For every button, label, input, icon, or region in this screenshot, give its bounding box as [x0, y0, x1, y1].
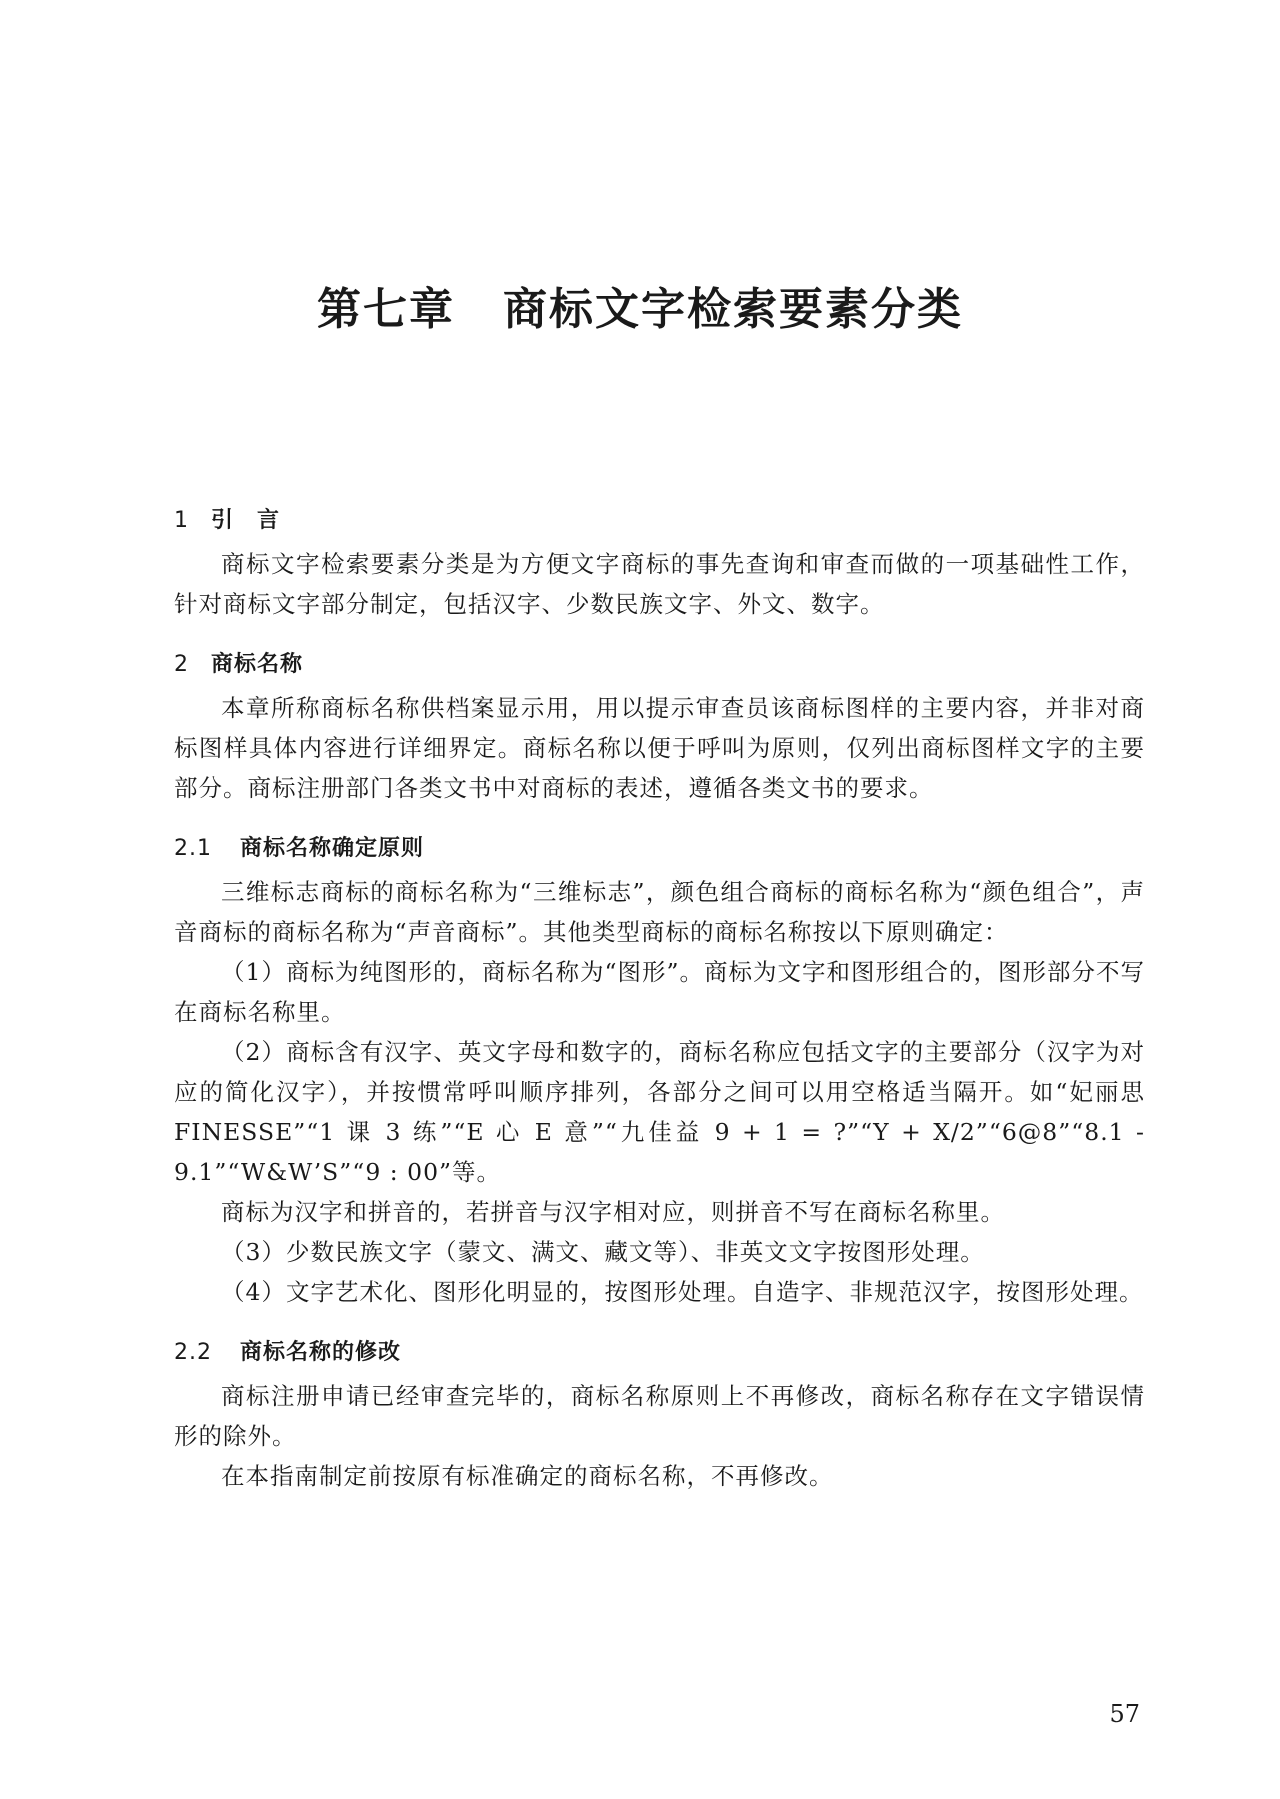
chapter-number: 第七章	[317, 284, 455, 335]
section-number: 2	[174, 652, 189, 677]
section-heading	[174, 650, 1145, 680]
section-title: 商标名称的修改	[240, 1340, 402, 1365]
paragraph: 商标为汉字和拼音的，若拼音与汉字相对应，则拼音不写在商标名称里。	[221, 1198, 1005, 1226]
paragraph: （1）商标为纯图形的，商标名称为“图形”。商标为文字和图形组合的，图形部分不写在商标名称里。	[174, 958, 1145, 1026]
section-introduction	[174, 506, 1145, 624]
section-heading	[174, 834, 1145, 864]
paragraph: 商标注册申请已经审查完毕的，商标名称原则上不再修改，商标名称存在文字错误情形的除外。	[174, 1382, 1145, 1450]
paragraph: 在本指南制定前按原有标准确定的商标名称，不再修改。	[221, 1462, 834, 1490]
section-trademark-name	[174, 650, 1145, 808]
page-title	[0, 282, 1280, 338]
section-title: 引 言	[211, 508, 281, 533]
paragraph: （2）商标含有汉字、英文字母和数字的，商标名称应包括文字的主要部分（汉字为对应的简化汉字），并按惯常呼叫顺序排列，各部分之间可以用空格适当隔开。如“妃丽思 FINESSE”“1 课 3 练”“E 心 E 意”“九佳益 9 + 1 = ?”“Y + X/2”“6@8”“8.1 - 9.1”“W&W’S”“9 : 00”等。	[174, 1038, 1145, 1186]
section-heading	[174, 1338, 1145, 1368]
page-number: 57	[1109, 1700, 1140, 1728]
section-number: 2.2	[174, 1340, 212, 1365]
section-heading	[174, 506, 1145, 536]
paragraph: （3）少数民族文字（蒙文、满文、藏文等）、非英文文字按图形处理。	[221, 1238, 985, 1266]
section-title: 商标名称	[211, 652, 304, 677]
chapter-title: 商标文字检索要素分类	[503, 284, 963, 335]
paragraph: 商标文字检索要素分类是为方便文字商标的事先查询和审查而做的一项基础性工作，针对商标文字部分制定，包括汉字、少数民族文字、外文、数字。	[174, 550, 1145, 618]
section-name-modification	[174, 1338, 1145, 1496]
section-title: 商标名称确定原则	[240, 836, 425, 861]
section-number: 1	[174, 508, 189, 533]
paragraph: （4）文字艺术化、图形化明显的，按图形处理。自造字、非规范汉字，按图形处理。	[221, 1278, 1144, 1306]
paragraph: 三维标志商标的商标名称为“三维标志”，颜色组合商标的商标名称为“颜色组合”，声音商标的商标名称为“声音商标”。其他类型商标的商标名称按以下原则确定：	[174, 878, 1145, 946]
section-number: 2.1	[174, 836, 212, 861]
paragraph: 本章所称商标名称供档案显示用，用以提示审查员该商标图样的主要内容，并非对商标图样具体内容进行详细界定。商标名称以便于呼叫为原则，仅列出商标图样文字的主要部分。商标注册部门各类文书中对商标的表述，遵循各类文书的要求。	[174, 694, 1145, 802]
document-body	[174, 506, 1145, 1522]
section-naming-principles	[174, 834, 1145, 1312]
